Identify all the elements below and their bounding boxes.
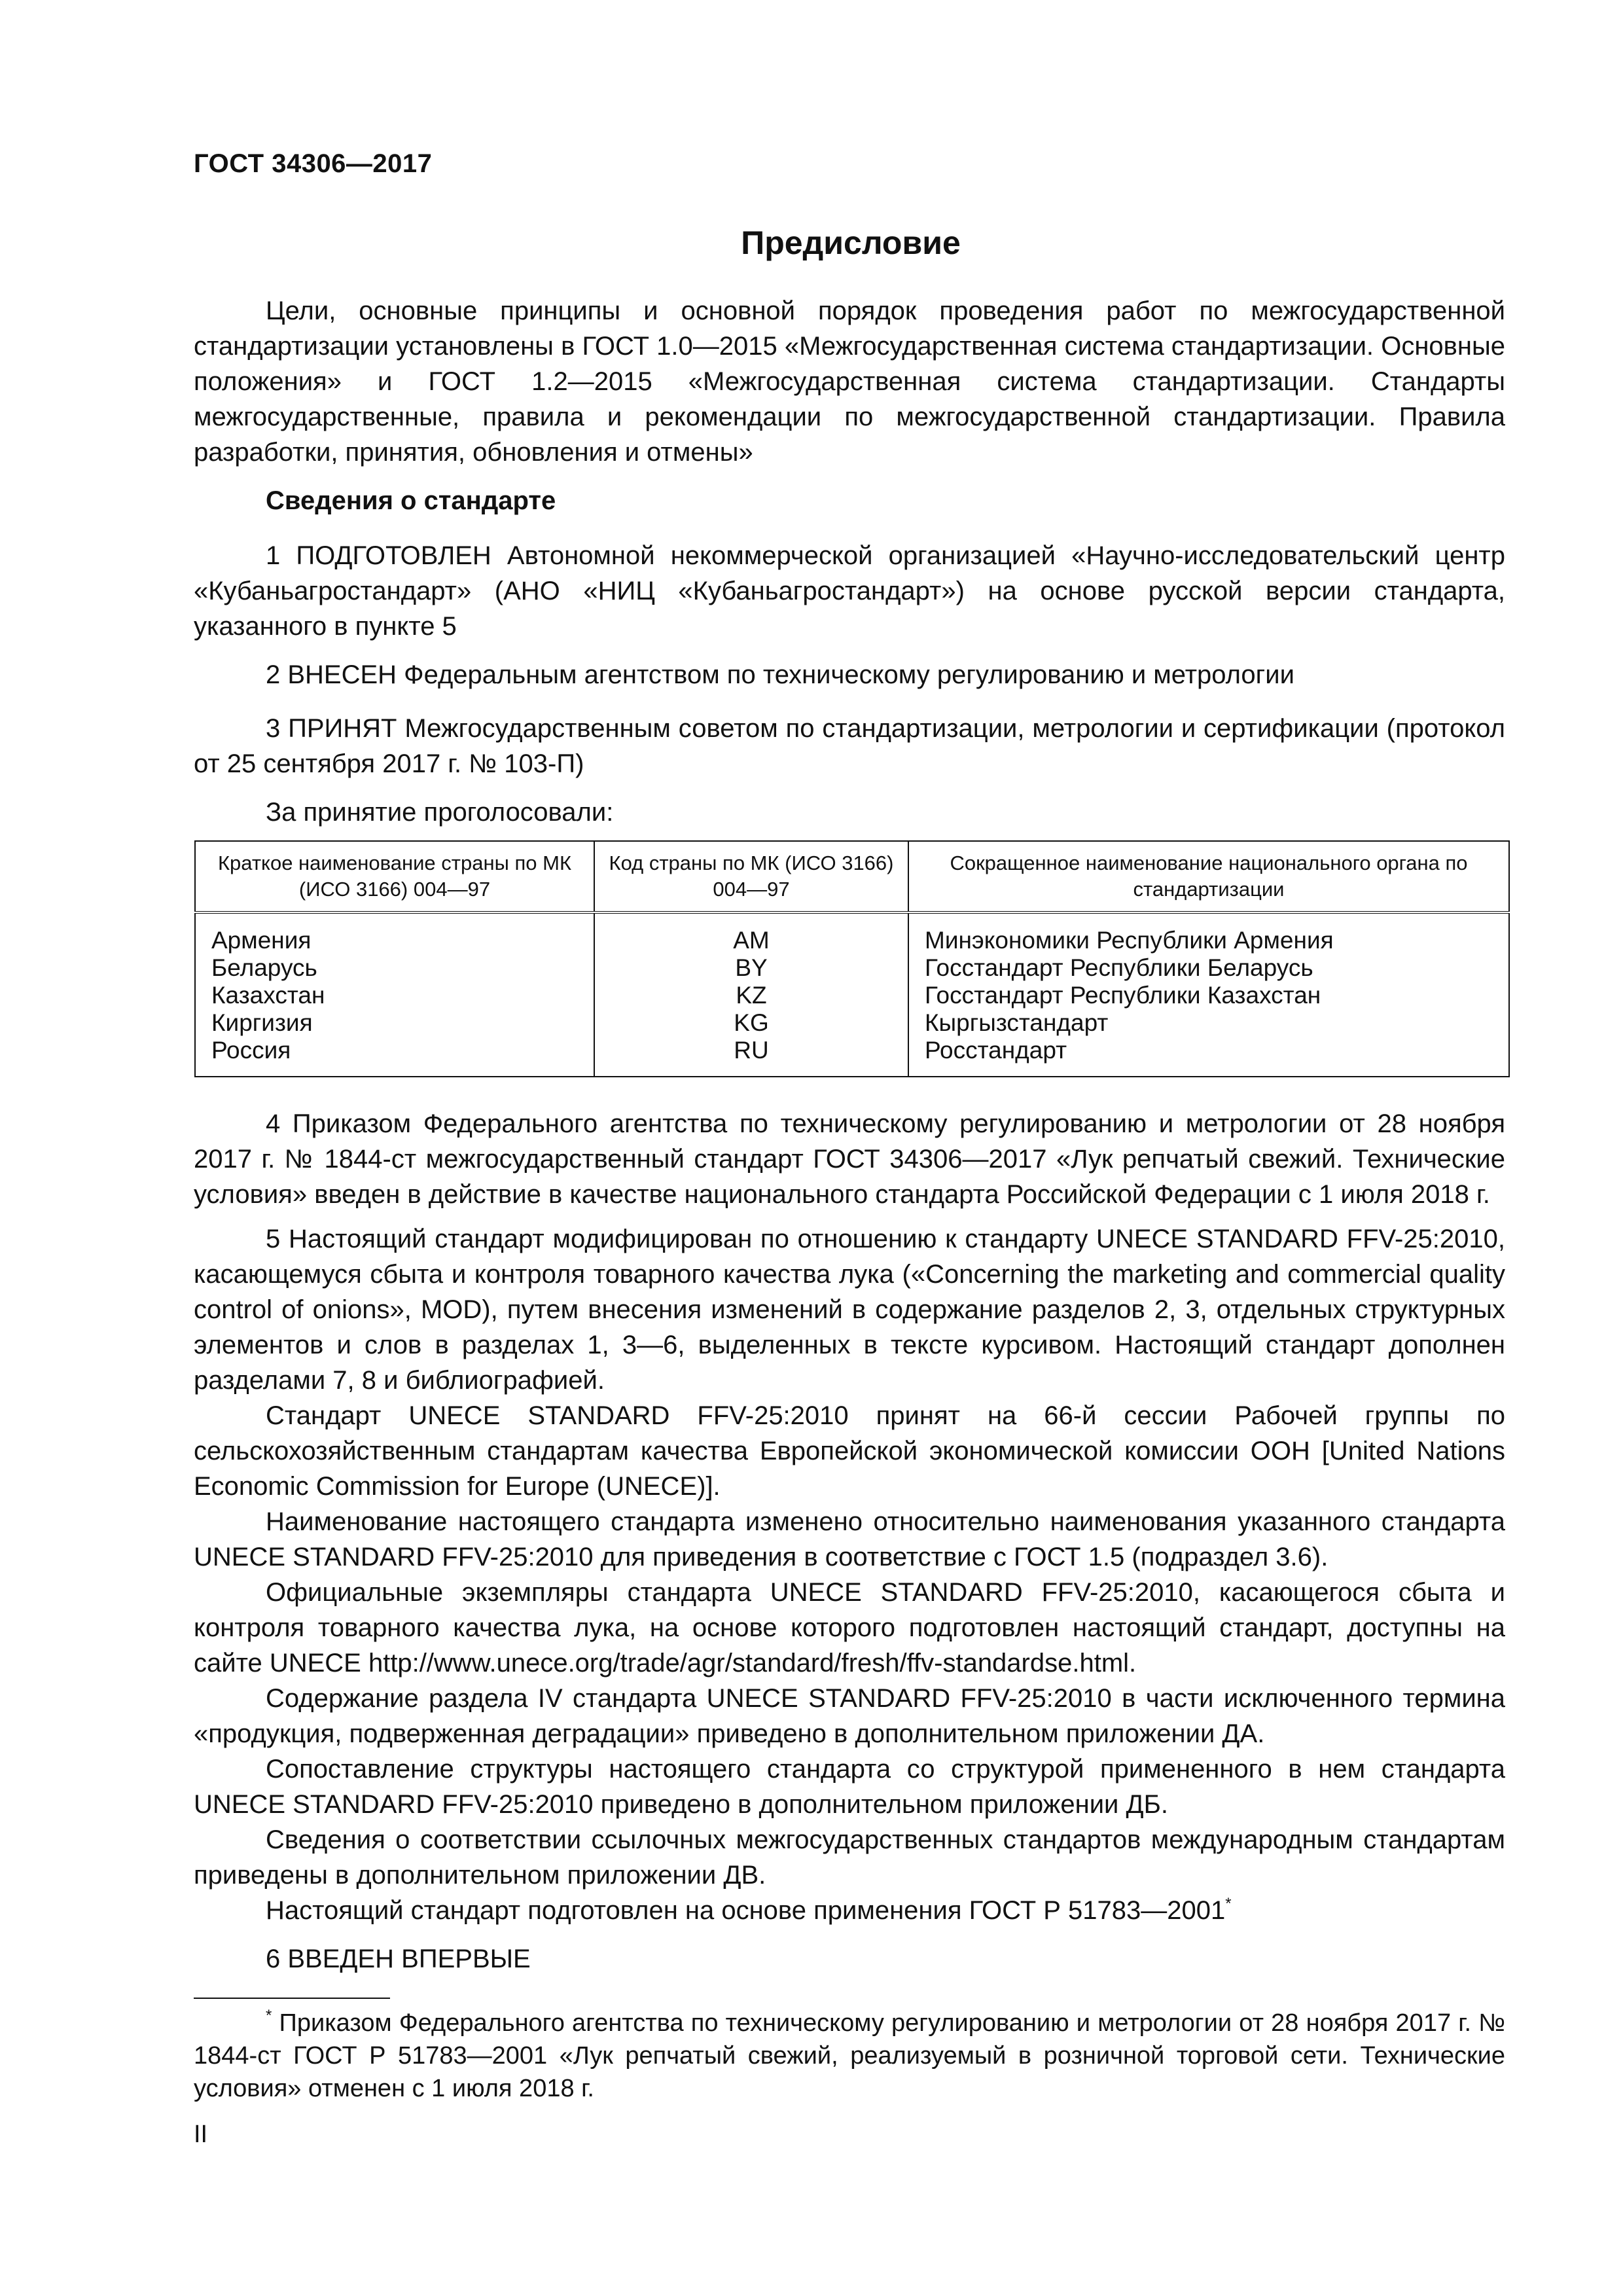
item-5-paragraph-7: Сведения о соответствии ссылочных межгосударственных стандартов международным стандартам приведены в дополнительном приложении ДВ. [194, 1825, 1505, 1890]
intro-paragraph: Цели, основные принципы и основной порядок проведения работ по межгосударственной стандартизации установлены в ГОСТ 1.0—2015 «Межгосударственная система стандартизации. Основные положения» и ГОСТ 1.2—2015 «Межгосударственная система стандартизации. Стандарты межгосударственные, правила и рекомендации по межгосударственной стандартизации. Правила разработки, принятия, обновления и отмены» [194, 296, 1505, 467]
item-6: 6 ВВЕДЕН ВПЕРВЫЕ [266, 1945, 531, 1973]
country-name: Киргизия [211, 1009, 313, 1036]
item-adopted: 3 ПРИНЯТ Межгосударственным советом по стандартизации, метрологии и сертификации (протокол от 25 сентября 2017 г. № 103-П) [194, 714, 1505, 778]
country-names-cell [195, 912, 594, 1077]
country-name: Казахстан [211, 982, 325, 1009]
voting-countries-table [194, 840, 1510, 1077]
country-code: KG [734, 1009, 769, 1036]
footnote-divider [194, 1998, 390, 1999]
item-5-paragraph-5: Содержание раздела IV стандарта UNECE STANDARD FFV-25:2010 в части исключенного термина «продукция, подверженная деградации» приведено в дополнительном приложении ДА. [194, 1684, 1505, 1748]
item-5-paragraph-8-text: Настоящий стандарт подготовлен на основе применения ГОСТ Р 51783—2001 [266, 1896, 1226, 1925]
national-body: Росстандарт [925, 1037, 1067, 1064]
country-code: KZ [736, 982, 767, 1009]
table-header-row [195, 841, 1509, 912]
document-code-header: ГОСТ 34306—2017 [194, 149, 433, 178]
item-5-paragraph-8 [194, 1893, 1505, 1928]
item-5-paragraph-3: Наименование настоящего стандарта изменено относительно наименования указанного стандарта UNECE STANDARD FFV-25:2010 для приведения в соответствие с ГОСТ 1.5 (подраздел 3.6). [194, 1507, 1505, 1571]
country-name: Беларусь [211, 954, 317, 981]
national-body: Кыргызстандарт [925, 1009, 1109, 1036]
country-code: RU [734, 1037, 769, 1064]
header-country-name: Краткое наименование страны по МК (ИСО 3166) 004—97 [195, 841, 594, 912]
header-country-code: Код страны по МК (ИСО 3166) 004—97 [594, 841, 908, 912]
item-introduced: 2 ВНЕСЕН Федеральным агентством по техническому регулированию и метрологии [266, 660, 1294, 689]
item-5-paragraph-4: Официальные экземпляры стандарта UNECE STANDARD FFV-25:2010, касающегося сбыта и контроля товарного качества лука, на основе которого подготовлен настоящий стандарт, доступны на сайте UNECE http://www.unece.org/trade/agr/standard/fresh/ffv-standardse.html. [194, 1578, 1505, 1677]
footnote-text: Приказом Федерального агентства по техническому регулированию и метрологии от 28 ноября 2017 г. № 1844-ст ГОСТ Р 51783—2001 «Лук репчатый свежий, реализуемый в розничной торговой сети. Технические условия» отменен с 1 июля 2018 г. [194, 2009, 1506, 2102]
voted-label: За принятие проголосовали: [266, 798, 614, 827]
table-row [195, 912, 1509, 1077]
national-body: Госстандарт Республики Беларусь [925, 954, 1313, 981]
country-codes-cell [594, 912, 908, 1077]
country-name: Россия [211, 1037, 291, 1064]
country-name: Армения [211, 927, 312, 954]
country-code: BY [735, 954, 768, 981]
item-4: 4 Приказом Федерального агентства по техническому регулированию и метрологии от 28 ноября 2017 г. № 1844-ст межгосударственный стандарт ГОСТ 34306—2017 «Лук репчатый свежий. Технические условия» введен в действие в качестве национального стандарта Российской Федерации с 1 июля 2018 г. [194, 1109, 1505, 1209]
item-5-paragraph-6: Сопоставление структуры настоящего стандарта со структурой примененного в нем стандарта UNECE STANDARD FFV-25:2010 приведено в дополнительном приложении ДБ. [194, 1755, 1505, 1819]
footnote-mark: * [266, 2007, 272, 2024]
item-5-paragraph-1: 5 Настоящий стандарт модифицирован по отношению к стандарту UNECE STANDARD FFV-25:2010, касающемуся сбыта и контроля товарного качества лука («Concerning the marketing and commercial quality control of onions», MOD), путем внесения изменений в содержание разделов 2, 3, отдельных структурных элементов и слов в разделах 1, 3—6, выделенных в тексте курсивом. Настоящий стандарт дополнен разделами 7, 8 и библиографией. [194, 1225, 1505, 1395]
footnote [194, 2007, 1505, 2105]
national-bodies-cell [908, 912, 1509, 1077]
page-number: II [194, 2121, 208, 2148]
country-code: AM [733, 927, 770, 954]
item-prepared: 1 ПОДГОТОВЛЕН Автономной некоммерческой организацией «Научно-исследовательский центр «Кубаньагростандарт» (АНО «НИЦ «Кубаньагростандарт») на основе русской версии стандарта, указанного в пункте 5 [194, 541, 1505, 641]
national-body: Минэкономики Республики Армения [925, 927, 1334, 954]
section-heading: Сведения о стандарте [266, 486, 556, 515]
national-body: Госстандарт Республики Казахстан [925, 982, 1321, 1009]
page-title: Предисловие [741, 224, 961, 261]
footnote-reference: * [1225, 1895, 1232, 1912]
header-national-body: Сокращенное наименование национального органа по стандартизации [908, 841, 1509, 912]
item-5-paragraph-2: Стандарт UNECE STANDARD FFV-25:2010 принят на 66-й сессии Рабочей группы по сельскохозяйственным стандартам качества Европейской экономической комиссии ООН [United Nations Economic Commission for Europe (UNECE)]. [194, 1401, 1505, 1501]
